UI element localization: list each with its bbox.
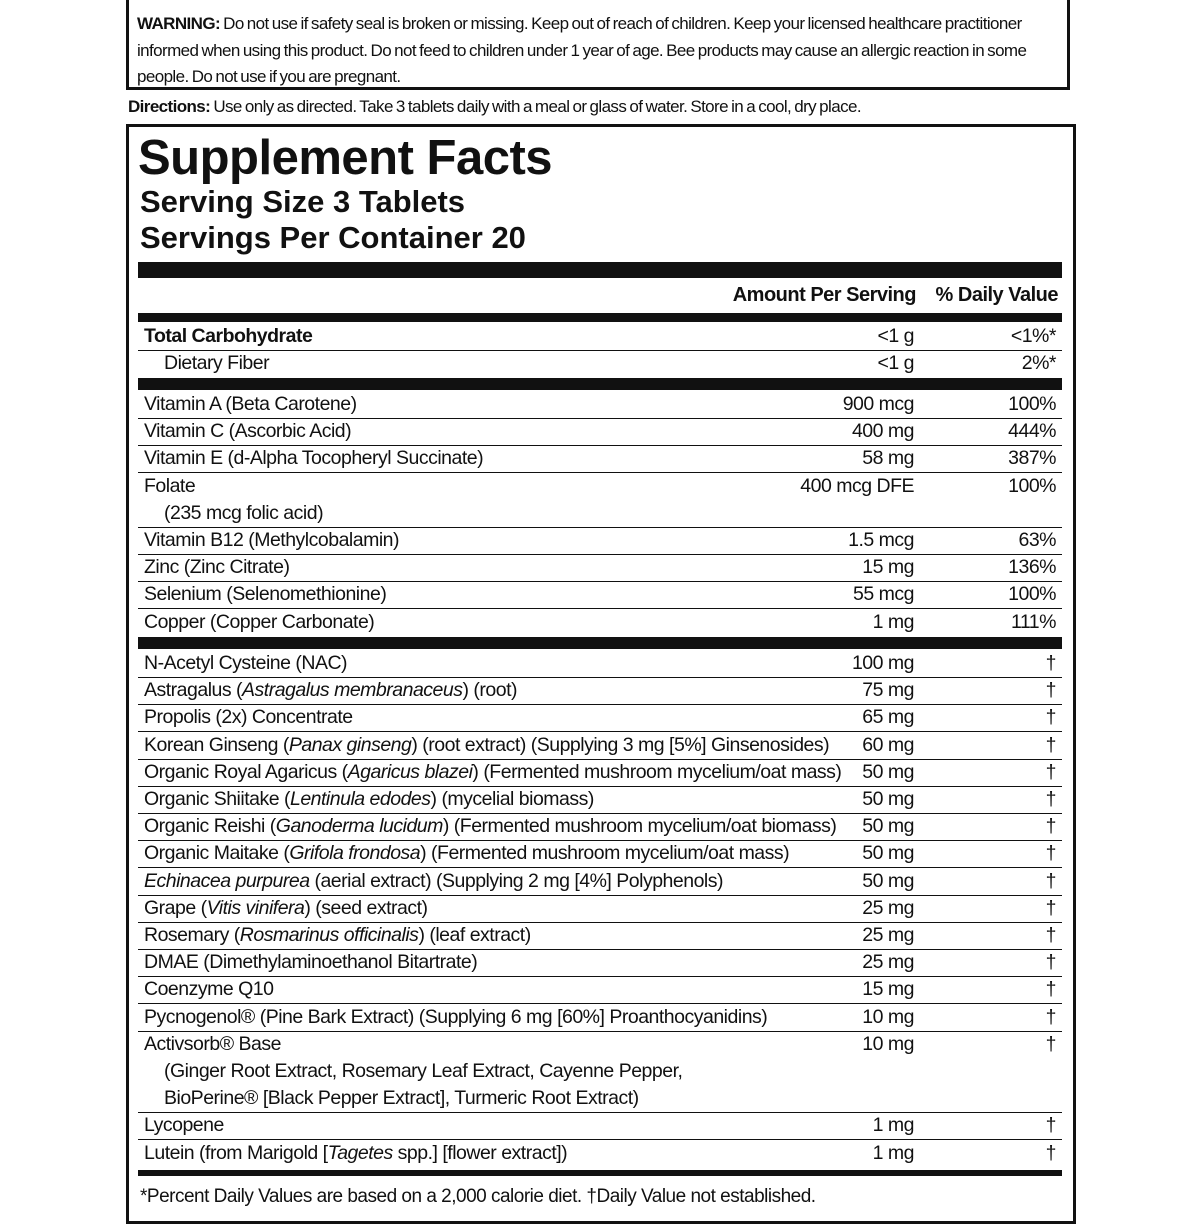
table-row bbox=[138, 609, 1062, 636]
table-row bbox=[138, 786, 1062, 814]
table-row bbox=[138, 527, 1062, 555]
ingredient-name: Vitamin E (d-Alpha Tocopheryl Succinate) bbox=[144, 447, 484, 470]
ingredient-name bbox=[144, 895, 428, 922]
table-row bbox=[138, 554, 1062, 582]
ingredient-name-text: ) (Fermented mushroom mycelium/oat mass) bbox=[420, 842, 790, 865]
warning-box bbox=[126, 0, 1070, 90]
ingredient-name: Folate bbox=[144, 474, 196, 497]
amount-value: 1 mg bbox=[872, 1114, 914, 1137]
daily-value: 2%* bbox=[1021, 352, 1056, 375]
table-row bbox=[138, 813, 1062, 841]
ingredient-name bbox=[144, 840, 789, 867]
ingredient-name: Copper (Copper Carbonate) bbox=[144, 610, 375, 633]
amount-value: 55 mcg bbox=[853, 583, 914, 606]
amount-value: 1 mg bbox=[872, 1141, 914, 1164]
ingredient-name-text: Organic Maitake ( bbox=[144, 842, 290, 865]
ingredient-name: Vitamin A (Beta Carotene) bbox=[144, 393, 357, 415]
daily-value: † bbox=[1045, 924, 1056, 946]
amount-value: 15 mg bbox=[862, 978, 914, 1001]
directions-label: Directions: bbox=[128, 97, 211, 116]
table-row bbox=[138, 1058, 1062, 1085]
latin-name: Panax ginseng bbox=[288, 733, 412, 756]
ingredient-name-text: Propolis (2x) Concentrate bbox=[144, 706, 353, 729]
amount-value: 65 mg bbox=[862, 706, 914, 729]
daily-value: † bbox=[1045, 1005, 1056, 1028]
daily-value: 100% bbox=[1008, 393, 1056, 415]
ingredient-name bbox=[144, 650, 347, 677]
ingredient-name-text: Korean Ginseng ( bbox=[144, 733, 289, 756]
warning-text bbox=[137, 11, 1059, 91]
ingredient-name bbox=[144, 922, 531, 949]
amount-value: 10 mg bbox=[862, 1005, 914, 1028]
ingredient-name bbox=[144, 786, 594, 813]
ingredient-name bbox=[144, 677, 517, 704]
table-row bbox=[138, 1085, 1062, 1113]
ingredient-name-text: ) (Fermented mushroom mycelium/oat mass) bbox=[472, 760, 842, 783]
ingredient-name: Vitamin B12 (Methylcobalamin) bbox=[144, 529, 400, 551]
amount-value: 25 mg bbox=[862, 924, 914, 946]
latin-name: Grifola frondosa bbox=[289, 842, 421, 865]
amount-value: <1 g bbox=[877, 325, 914, 347]
ingredient-name-text: Lycopene bbox=[144, 1114, 224, 1137]
daily-value: † bbox=[1045, 706, 1056, 729]
amount-value: 25 mg bbox=[862, 896, 914, 919]
amount-value: 50 mg bbox=[862, 869, 914, 892]
table-row bbox=[138, 895, 1062, 923]
ingredient-name bbox=[144, 1140, 567, 1167]
ingredient-name-text: Organic Shiitake ( bbox=[144, 788, 290, 810]
table-row bbox=[138, 323, 1062, 351]
amount-value: <1 g bbox=[877, 352, 914, 375]
daily-value: † bbox=[1045, 760, 1056, 783]
column-headers bbox=[138, 284, 1062, 310]
directions bbox=[128, 94, 1068, 120]
bottom-divider bbox=[138, 1170, 1062, 1176]
amount-value: 58 mg bbox=[862, 447, 914, 470]
thick-divider bbox=[138, 378, 1062, 390]
amount-value: 1 mg bbox=[872, 610, 914, 633]
daily-value: † bbox=[1045, 1141, 1056, 1164]
ingredient-name-text: Rosemary ( bbox=[144, 924, 240, 946]
ingredient-name-text: N-Acetyl Cysteine (NAC) bbox=[144, 652, 348, 674]
ingredient-name-text: spp.] [flower extract]) bbox=[392, 1141, 568, 1164]
daily-value: 63% bbox=[1018, 529, 1056, 551]
warning-body: Do not use if safety seal is broken or missing. Keep out of reach of children. Keep your licensed healthcare practitioner informed when using this product. Do not feed to children under 1 year of age. Bee products may cause an allergic reaction in some people. Do not use if you are pregnant. bbox=[137, 14, 1027, 86]
ingredient-name-text: Grape ( bbox=[144, 896, 207, 919]
amount-value: 50 mg bbox=[862, 815, 914, 838]
amount-value: 75 mg bbox=[862, 679, 914, 702]
amount-value: 25 mg bbox=[862, 951, 914, 974]
amount-value: 900 mcg bbox=[842, 393, 914, 415]
latin-name: Echinacea purpurea bbox=[144, 869, 310, 892]
table-row bbox=[138, 704, 1062, 732]
ingredient-name-text: Lutein (from Marigold [ bbox=[144, 1141, 328, 1164]
table-row bbox=[138, 840, 1062, 868]
table-row bbox=[138, 500, 1062, 528]
amount-value: 50 mg bbox=[862, 842, 914, 865]
daily-value: † bbox=[1045, 1032, 1056, 1055]
daily-value: † bbox=[1045, 896, 1056, 919]
medium-divider bbox=[138, 313, 1062, 322]
ingredient-name bbox=[144, 976, 273, 1003]
ingredient-name bbox=[144, 1004, 767, 1031]
table-row bbox=[138, 418, 1062, 446]
ingredient-name: Selenium (Selenomethionine) bbox=[144, 583, 387, 606]
ingredient-name-text: ) (Fermented mushroom mycelium/oat biomass) bbox=[442, 815, 837, 838]
latin-name: Rosmarinus officinalis bbox=[239, 924, 419, 946]
table-row bbox=[138, 922, 1062, 950]
table-row bbox=[138, 581, 1062, 609]
ingredient-detail: BioPerine® [Black Pepper Extract], Turmeric Root Extract) bbox=[164, 1087, 639, 1110]
daily-value: † bbox=[1045, 1114, 1056, 1137]
ingredient-name bbox=[144, 704, 353, 731]
table-row bbox=[138, 1004, 1062, 1032]
table-row bbox=[138, 391, 1062, 419]
ingredient-name-text: DMAE (Dimethylaminoethanol Bitartrate) bbox=[144, 951, 478, 974]
table-row bbox=[138, 473, 1062, 500]
latin-name: Tagetes bbox=[327, 1141, 393, 1164]
amount-value: 1.5 mcg bbox=[848, 529, 914, 551]
table-row bbox=[138, 677, 1062, 705]
col-dv-header: % Daily Value bbox=[935, 284, 1058, 306]
daily-value: † bbox=[1045, 978, 1056, 1001]
daily-value: † bbox=[1045, 733, 1056, 756]
latin-name: Astragalus membranaceus bbox=[242, 679, 463, 702]
amount-value: 60 mg bbox=[862, 733, 914, 756]
ingredient-name-text: Organic Royal Agaricus ( bbox=[144, 760, 348, 783]
servings-per-container: Servings Per Container 20 bbox=[140, 220, 526, 255]
ingredient-name: Dietary Fiber bbox=[164, 352, 270, 375]
ingredient-name-text: Coenzyme Q10 bbox=[144, 978, 274, 1001]
amount-value: 50 mg bbox=[862, 788, 914, 810]
table-row bbox=[138, 445, 1062, 473]
latin-name: Ganoderma lucidum bbox=[275, 815, 443, 838]
table-row bbox=[138, 949, 1062, 977]
table-row bbox=[138, 732, 1062, 760]
serving-size: Serving Size 3 Tablets bbox=[140, 184, 466, 219]
amount-value: 50 mg bbox=[862, 760, 914, 783]
thick-divider bbox=[138, 262, 1062, 278]
ingredient-name: Activsorb® Base bbox=[144, 1032, 281, 1055]
daily-value: † bbox=[1045, 842, 1056, 865]
daily-value: 100% bbox=[1008, 474, 1056, 497]
facts-title: Supplement Facts bbox=[138, 131, 553, 185]
daily-value: 444% bbox=[1008, 420, 1056, 443]
table-row bbox=[138, 650, 1062, 678]
daily-value: † bbox=[1045, 869, 1056, 892]
footnote: *Percent Daily Values are based on a 2,000 calorie diet. †Daily Value not established. bbox=[140, 1186, 816, 1207]
ingredient-detail: (Ginger Root Extract, Rosemary Leaf Extract, Cayenne Pepper, bbox=[164, 1060, 683, 1082]
amount-value: 400 mg bbox=[851, 420, 914, 443]
ingredient-name bbox=[144, 1112, 224, 1139]
ingredient-name-text: ) (leaf extract) bbox=[418, 924, 531, 946]
warning-label: WARNING: bbox=[137, 14, 221, 33]
ingredient-name-text: ) (seed extract) bbox=[304, 896, 428, 919]
ingredient-name: Zinc (Zinc Citrate) bbox=[144, 556, 290, 579]
ingredient-name-text: Pycnogenol® (Pine Bark Extract) (Supplying 6 mg [60%] Proanthocyanidins) bbox=[144, 1005, 768, 1028]
ingredient-name: Total Carbohydrate bbox=[144, 325, 313, 347]
ingredient-name-text: ) (root) bbox=[462, 679, 517, 702]
latin-name: Agaricus blazei bbox=[347, 760, 473, 783]
daily-value: 136% bbox=[1008, 556, 1056, 579]
table-row bbox=[138, 976, 1062, 1004]
amount-value: 15 mg bbox=[862, 556, 914, 579]
latin-name: Vitis vinifera bbox=[206, 896, 305, 919]
daily-value: † bbox=[1045, 815, 1056, 838]
ingredient-name-text: Organic Reishi ( bbox=[144, 815, 276, 838]
col-amount-header: Amount Per Serving bbox=[732, 284, 916, 306]
latin-name: Lentinula edodes bbox=[289, 788, 431, 810]
table-row bbox=[138, 1112, 1062, 1140]
table-row bbox=[138, 759, 1062, 787]
ingredient-name-text: ) (root extract) (Supplying 3 mg [5%] Ginsenosides) bbox=[411, 733, 830, 756]
table-row bbox=[138, 1140, 1062, 1167]
daily-value: <1%* bbox=[1010, 325, 1056, 347]
daily-value: † bbox=[1045, 788, 1056, 810]
daily-value: 100% bbox=[1008, 583, 1056, 606]
ingredient-name: (235 mcg folic acid) bbox=[164, 501, 324, 524]
amount-value: 10 mg bbox=[862, 1032, 914, 1055]
ingredient-name bbox=[144, 759, 841, 786]
daily-value: † bbox=[1045, 679, 1056, 702]
ingredient-name bbox=[144, 949, 477, 976]
ingredient-name bbox=[144, 813, 836, 840]
table-row bbox=[138, 350, 1062, 377]
ingredient-name: Vitamin C (Ascorbic Acid) bbox=[144, 420, 352, 443]
ingredient-name-text: (aerial extract) (Supplying 2 mg [4%] Polyphenols) bbox=[309, 869, 723, 892]
table-row bbox=[138, 1031, 1062, 1058]
thick-divider bbox=[138, 637, 1062, 649]
daily-value: † bbox=[1045, 951, 1056, 974]
daily-value: 387% bbox=[1008, 447, 1056, 470]
table-row bbox=[138, 868, 1062, 896]
directions-text: Use only as directed. Take 3 tablets daily with a meal or glass of water. Store in a cool, dry place. bbox=[213, 97, 861, 116]
ingredient-name-text: ) (mycelial biomass) bbox=[430, 788, 594, 810]
daily-value: † bbox=[1045, 652, 1056, 674]
daily-value: 111% bbox=[1011, 610, 1056, 633]
ingredient-name-text: Astragalus ( bbox=[144, 679, 243, 702]
ingredient-name bbox=[144, 732, 829, 759]
ingredient-name bbox=[144, 868, 723, 895]
amount-value: 400 mcg DFE bbox=[800, 474, 914, 497]
amount-value: 100 mg bbox=[851, 652, 914, 674]
